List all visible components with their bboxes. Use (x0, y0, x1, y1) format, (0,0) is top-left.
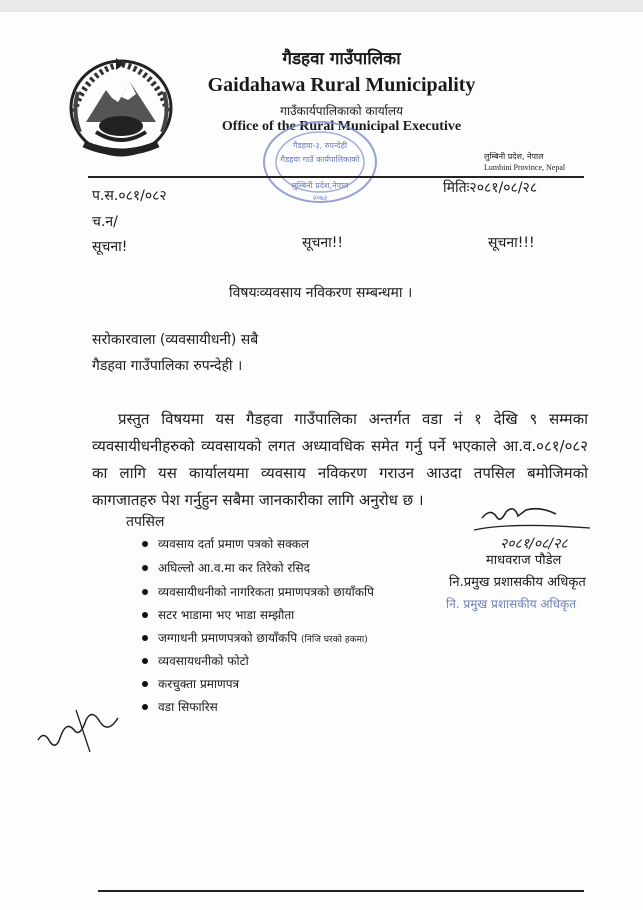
list-item (142, 535, 309, 552)
recipient-line-2: गैडहवा गाउँपालिका रुपन्देही । (92, 358, 243, 374)
list-item (142, 652, 249, 669)
stamp-line-2: गैडहवा गाउँ कार्यपालिकाको (280, 155, 360, 164)
footer-divider (98, 890, 584, 892)
subject-line: विषयःव्यवसाय नविकरण सम्बन्धमा । (229, 285, 413, 301)
address-english: Lumbini Province, Nepal (484, 163, 566, 172)
list-item (142, 606, 294, 623)
list-item-text: जग्गाधनी प्रमाणपत्रको छायाँकपि (158, 631, 298, 645)
letter-date: मितिः२०८१/०८/२८ (443, 180, 538, 196)
attachments-heading: तपसिल (126, 514, 165, 530)
office-name-english: Office of the Rural Municipal Executive (221, 119, 462, 134)
notice-right: सूचना!!! (488, 235, 535, 251)
list-item-text: करचुक्ता प्रमाणपत्र (158, 677, 240, 691)
bullet-icon (142, 541, 148, 547)
handwritten-date: २०८१/०८/२८ (500, 536, 568, 552)
designation-stamp: नि. प्रमुख प्रशासकीय अधिकृत (446, 597, 577, 611)
list-item (142, 698, 218, 715)
bullet-icon (142, 565, 148, 571)
signatory-designation: नि.प्रमुख प्रशासकीय अधिकृत (449, 575, 586, 590)
recipient-line-1: सरोकारवाला (व्यवसायीधनी) सबै (92, 332, 259, 348)
bullet-icon (142, 589, 148, 595)
list-item-text: व्यवसायधनीको फोटो (158, 654, 249, 668)
list-item (142, 559, 310, 576)
fiscal-year-ref: प.स.०८१/०८२ (92, 188, 167, 204)
bullet-icon (142, 704, 148, 710)
bullet-icon (142, 681, 148, 687)
list-item-text: अघिल्लो आ.व.मा कर तिरेको रसिद (158, 561, 310, 575)
list-item-note: (निजि घरको हकमा) (301, 635, 368, 645)
office-name-nepali: गाउँकार्यपालिकाको कार्यालय (280, 104, 403, 118)
list-item-text: व्यवसायीधनीको नागरिकता प्रमाणपत्रको छायाँकपि (158, 585, 374, 599)
list-item (142, 583, 374, 600)
bullet-icon (142, 635, 148, 641)
stamp-year: २०७३ (312, 194, 328, 202)
address-nepali: लुम्बिनी प्रदेश, नेपाल (484, 152, 544, 161)
list-item (142, 675, 239, 692)
list-item-text: व्यवसाय दर्ता प्रमाण पत्रको सक्कल (158, 537, 310, 551)
stamp-line-1: गैडहवा-३, रुपन्देही (292, 141, 348, 150)
office-seal-stamp (260, 118, 380, 213)
notice-left: सूचना! (92, 239, 128, 255)
scan-edge (0, 0, 643, 12)
list-item (142, 629, 368, 646)
handwritten-initials (30, 700, 130, 760)
signatory-name: माधवराज पौडेल (486, 553, 562, 568)
municipality-name-nepali: गैडहवा गाउँपालिका (282, 49, 401, 69)
body-paragraph: प्रस्तुत विषयमा यस गैडहवा गाउँपालिका अन्तर्गत वडा नं १ देखि ९ सम्मका व्यवसायीधनीहरुको व्यवसायको लगत अध्यावधिक समेत गर्नु पर्ने भएकाले आ.व.०८१/०८२ का लागि यस कार्यालयमा व्यवसाय नविकरण गराउन आउदा तपसिल बमोजिमको कागजातहरु पेश गर्नुहुन सबैमा जानकारीका लागि अनुरोध छ । (92, 410, 588, 509)
list-item-text: सटर भाडामा भए भाडा सम्झौता (158, 608, 295, 622)
notice-center: सूचना!! (302, 235, 343, 251)
stamp-line-3: लुम्बिनी प्रदेश,नेपाल (291, 181, 349, 190)
bullet-icon (142, 658, 148, 664)
municipality-name-english: Gaidahawa Rural Municipality (207, 74, 476, 96)
dispatch-number: च.न/ (92, 214, 118, 230)
bullet-icon (142, 612, 148, 618)
list-item-text: वडा सिफारिस (158, 700, 218, 714)
